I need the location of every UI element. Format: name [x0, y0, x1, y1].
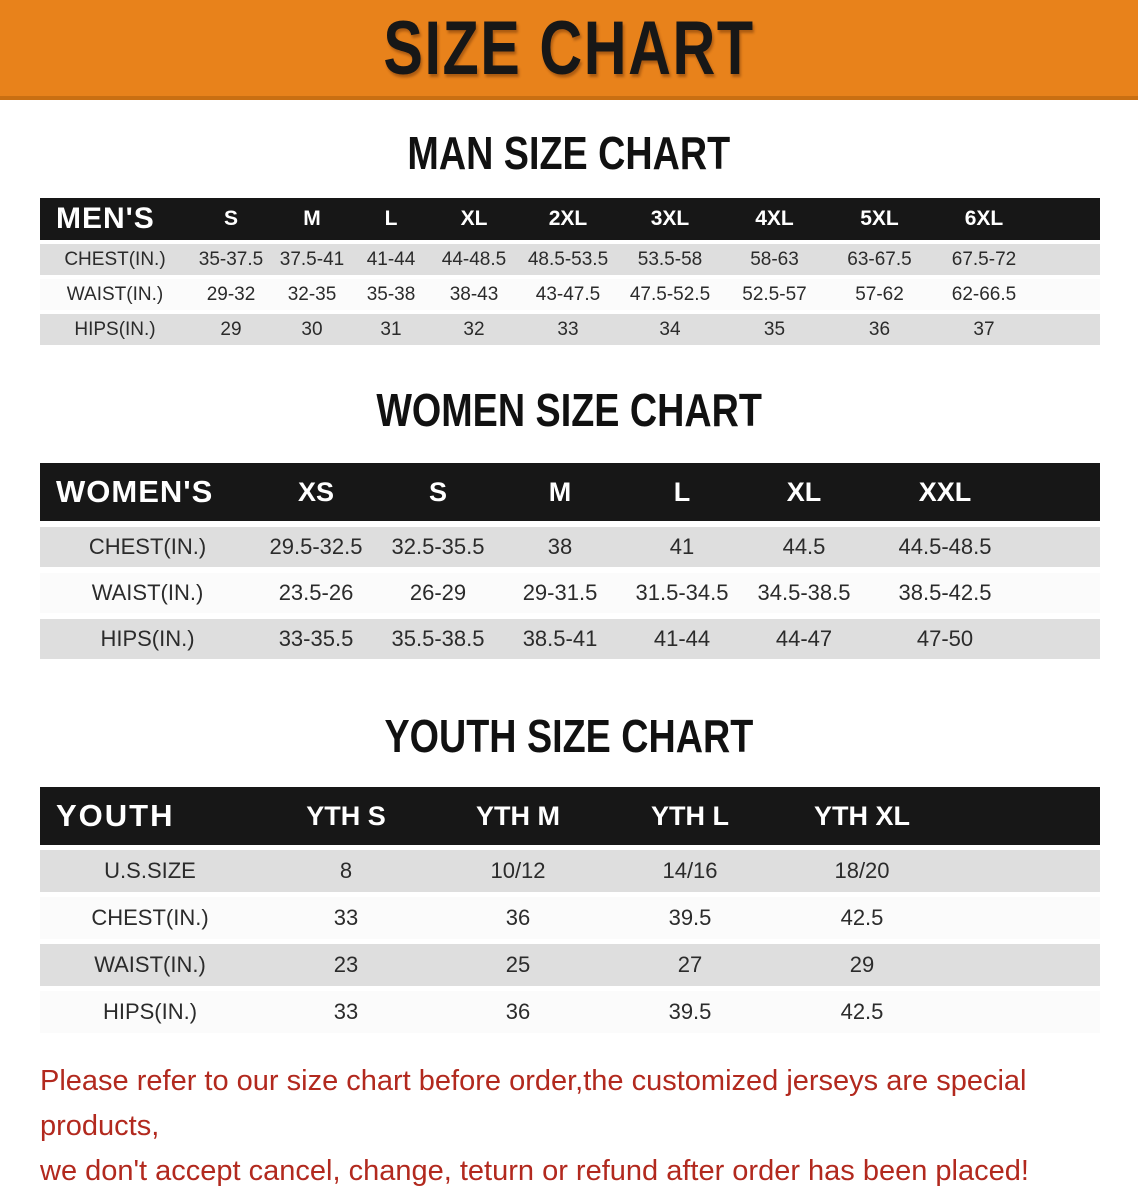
youth-section-heading: YOUTH SIZE CHART — [384, 710, 754, 762]
table-row — [40, 279, 1100, 310]
size-value-cell: 42.5 — [840, 905, 884, 930]
size-value-cell: 30 — [301, 318, 323, 340]
size-value-cell: 39.5 — [668, 905, 712, 930]
size-value-cell: 33 — [333, 905, 359, 930]
table-row — [40, 314, 1100, 345]
size-column-header: S — [223, 207, 238, 230]
table-header-row — [40, 463, 1100, 521]
size-column-header: S — [428, 476, 447, 507]
women-size-table — [40, 463, 1100, 659]
size-column-header: 6XL — [964, 207, 1004, 230]
disclaimer-line-1: Please refer to our size chart before order,the customized jerseys are special products, — [40, 1065, 1027, 1142]
size-value-cell: 44.5 — [782, 534, 826, 559]
disclaimer-line-2: we don't accept cancel, change, teturn or refund after order has been placed! — [40, 1155, 1029, 1187]
table-group-label: WOMEN'S — [56, 474, 214, 509]
size-value-cell: 57-62 — [855, 283, 904, 305]
table-group-label: YOUTH — [56, 798, 175, 833]
table-row — [40, 850, 1100, 892]
size-value-cell: 29.5-32.5 — [269, 534, 363, 559]
size-value-cell: 29-31.5 — [522, 580, 598, 605]
size-value-cell: 23.5-26 — [278, 580, 354, 605]
size-value-cell: 41-44 — [366, 248, 416, 270]
measurement-label: CHEST(IN.) — [91, 905, 209, 930]
women-size-section — [0, 383, 1138, 659]
banner — [0, 0, 1138, 100]
table-row — [40, 991, 1100, 1033]
size-value-cell: 42.5 — [840, 999, 884, 1024]
size-column-header: YTH S — [306, 800, 386, 831]
size-column-header: XL — [786, 476, 822, 507]
men-section-heading: MAN SIZE CHART — [407, 127, 731, 179]
table-row — [40, 527, 1100, 567]
table-row — [40, 244, 1100, 275]
size-column-header: M — [548, 476, 572, 507]
table-row — [40, 897, 1100, 939]
table-row — [40, 619, 1100, 659]
size-value-cell: 35-37.5 — [198, 248, 264, 270]
table-row — [40, 944, 1100, 986]
size-value-cell: 37.5-41 — [279, 248, 345, 270]
size-value-cell: 33 — [333, 999, 359, 1024]
size-value-cell: 62-66.5 — [951, 283, 1017, 305]
size-value-cell: 36 — [505, 999, 531, 1024]
size-value-cell: 34.5-38.5 — [757, 580, 851, 605]
measurement-label: HIPS(IN.) — [74, 318, 156, 340]
size-column-header: M — [303, 207, 321, 230]
size-value-cell: 29-32 — [206, 283, 256, 305]
size-value-cell: 38-43 — [449, 283, 499, 305]
size-value-cell: 36 — [868, 318, 891, 340]
measurement-label: WAIST(IN.) — [94, 952, 206, 977]
size-value-cell: 41-44 — [653, 626, 711, 651]
size-column-header: XS — [297, 476, 335, 507]
size-column-header: L — [384, 207, 398, 230]
size-value-cell: 32.5-35.5 — [391, 534, 485, 559]
table-group-label: MEN'S — [56, 202, 155, 235]
size-value-cell: 38.5-42.5 — [898, 580, 992, 605]
size-value-cell: 35 — [763, 318, 786, 340]
size-value-cell: 10/12 — [490, 858, 546, 883]
table-header-row — [40, 787, 1100, 845]
size-value-cell: 48.5-53.5 — [527, 248, 609, 270]
size-value-cell: 39.5 — [668, 999, 712, 1024]
size-value-cell: 25 — [505, 952, 531, 977]
size-column-header: XXL — [918, 476, 972, 507]
measurement-label: CHEST(IN.) — [64, 248, 166, 270]
size-value-cell: 52.5-57 — [742, 283, 807, 305]
size-value-cell: 32 — [463, 318, 485, 340]
men-size-table — [40, 198, 1100, 345]
size-value-cell: 35-38 — [366, 283, 416, 305]
women-section-heading: WOMEN SIZE CHART — [376, 384, 762, 436]
size-value-cell: 47-50 — [916, 626, 974, 651]
size-value-cell: 47.5-52.5 — [629, 283, 711, 305]
size-column-header: 3XL — [650, 207, 690, 230]
size-value-cell: 32-35 — [287, 283, 337, 305]
size-value-cell: 44.5-48.5 — [898, 534, 992, 559]
size-column-header: YTH M — [476, 800, 560, 831]
size-column-header: 5XL — [860, 207, 899, 230]
size-value-cell: 67.5-72 — [951, 248, 1017, 270]
size-value-cell: 35.5-38.5 — [391, 626, 485, 651]
table-header-row — [40, 198, 1100, 240]
measurement-label: HIPS(IN.) — [102, 999, 198, 1024]
banner-title: SIZE CHART — [383, 5, 755, 91]
table-row — [40, 573, 1100, 613]
size-value-cell: 38.5-41 — [522, 626, 598, 651]
size-value-cell: 23 — [333, 952, 359, 977]
measurement-label: HIPS(IN.) — [100, 626, 195, 651]
size-value-cell: 34 — [659, 318, 681, 340]
size-value-cell: 33-35.5 — [278, 626, 354, 651]
size-value-cell: 63-67.5 — [847, 248, 912, 270]
size-column-header: YTH L — [651, 800, 729, 831]
size-column-header: XL — [460, 207, 488, 230]
size-value-cell: 44-47 — [775, 626, 833, 651]
size-value-cell: 14/16 — [662, 858, 718, 883]
youth-size-section — [0, 709, 1138, 1033]
size-value-cell: 43-47.5 — [535, 283, 601, 305]
size-column-header: 2XL — [548, 207, 588, 230]
size-value-cell: 29 — [849, 952, 875, 977]
size-value-cell: 27 — [677, 952, 703, 977]
disclaimer-note — [0, 1059, 1138, 1194]
men-size-section — [0, 126, 1138, 345]
size-value-cell: 29 — [220, 318, 242, 340]
size-value-cell: 31 — [380, 318, 402, 340]
size-value-cell: 44-48.5 — [441, 248, 507, 270]
size-chart-sections — [0, 126, 1138, 1033]
size-value-cell: 31.5-34.5 — [635, 580, 729, 605]
size-value-cell: 41 — [669, 534, 695, 559]
size-value-cell: 36 — [505, 905, 531, 930]
size-column-header: 4XL — [755, 207, 794, 230]
measurement-label: U.S.SIZE — [104, 858, 196, 883]
size-value-cell: 33 — [557, 318, 579, 340]
size-value-cell: 26-29 — [409, 580, 467, 605]
measurement-label: WAIST(IN.) — [91, 580, 204, 605]
size-value-cell: 8 — [339, 858, 353, 883]
size-value-cell: 58-63 — [750, 248, 799, 270]
size-value-cell: 53.5-58 — [637, 248, 703, 270]
measurement-label: WAIST(IN.) — [66, 283, 164, 305]
size-column-header: L — [673, 476, 691, 507]
youth-size-table — [40, 787, 1100, 1033]
size-value-cell: 38 — [547, 534, 573, 559]
size-column-header: YTH XL — [813, 800, 910, 831]
size-value-cell: 18/20 — [834, 858, 890, 883]
size-value-cell: 37 — [973, 318, 995, 340]
measurement-label: CHEST(IN.) — [88, 534, 207, 559]
